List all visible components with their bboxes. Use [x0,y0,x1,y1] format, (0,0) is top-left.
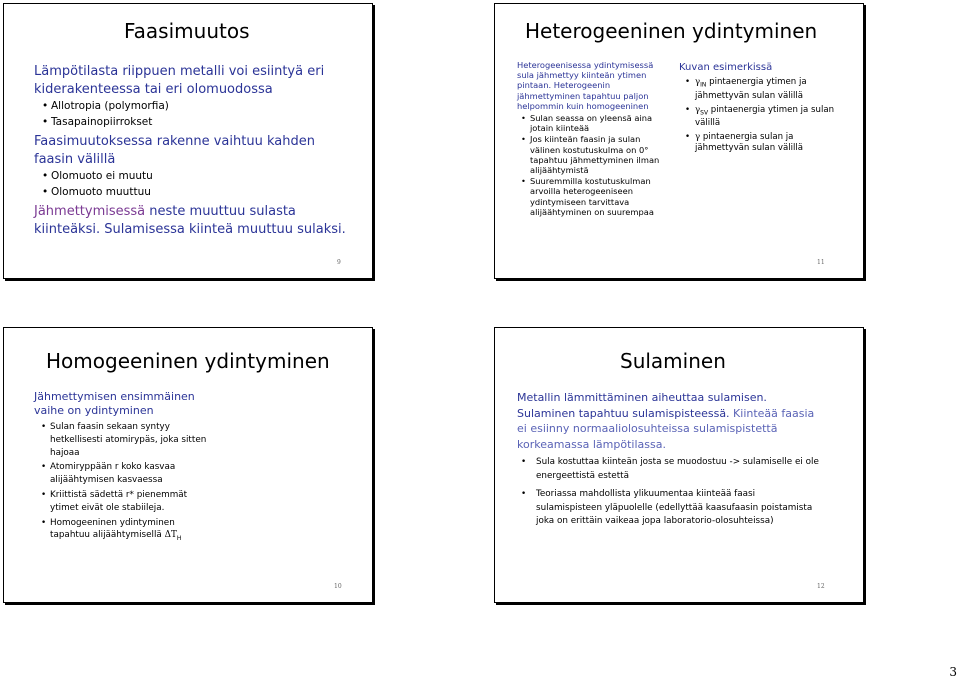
subscript: IN [700,81,707,89]
slide-number: 11 [817,259,825,266]
list-text: pintaenergia ytimen ja jähmettyvän sulan välillä [695,77,807,101]
list-item: • Sula kostuttaa kiinteän josta se muodostuu -> sulamiselle ei ole energeettistä estettä [521,456,822,483]
slide-faasimuutos [3,3,373,279]
bullet-list [41,421,214,546]
list-item: • Teoriassa mahdollista ylikuumentaa kiinteää faasi sulamispisteen yläpuolelle (edellyttää kaasufaasin poistamista joka on erittäin vaikeaa jopa laboratorio-olosuhteissa) [521,488,822,529]
slide-number: 9 [337,259,341,266]
page-number: 3 [949,665,957,679]
subscript: SV [700,109,709,117]
list-item: • Sulan seassa on yleensä aina jotain kiinteää [521,113,669,133]
slide-title: Heterogeeninen ydintyminen [525,19,818,43]
paragraph-text: Kiinteää faasia ei esiinny normaaliolosuhteissa sulamispistettä korkeamassa lämpötilassa. [517,406,815,451]
gamma-symbol: γ [695,77,701,87]
paragraph: Heterogeenisessa ydintymisessä sula jähmettyy kiinteän ytimen pintaan. Heterogeenin jähmettyminen tapahtuu paljon helpommin kuin homogeeninen [517,60,654,111]
list-item [685,77,839,102]
gamma-symbol: γ [695,132,701,143]
paragraph: Metallin lämmittäminen aiheuttaa sulamisen. [517,391,767,404]
list-item [685,105,839,130]
list-item [41,517,214,546]
heading: Kuvan esimerkissä [679,62,773,73]
slide-title: Faasimuutos [124,19,250,43]
slide-body [34,63,354,238]
paragraph [34,203,354,238]
slide-number: 12 [817,583,825,590]
delta-t-symbol: ΔT [164,530,177,541]
list-item [685,132,839,154]
list-item: • Tasapainopiirrokset [42,114,354,130]
slide-number: 10 [334,583,342,590]
list-item: • Allotropia (polymorfia) [42,98,354,114]
paragraph: Jähmettymisen ensimmäinen vaihe on ydintyminen [34,390,195,417]
slide-homogeeninen-ydintyminen [3,327,373,603]
list-item: • Olomuoto muuttuu [42,184,354,200]
paragraph-text: Sulaminen tapahtuu sulamispisteessä. [517,406,730,420]
paragraph-text: neste muuttuu sulasta kiinteäksi. Sulamisessa kiinteä muuttuu sulaksi. [34,204,346,237]
list-item: • Suuremmilla kostutuskulman arvoilla heterogeeniseen ydintymiseen tarvittava alijäähtyminen on suurempaa [521,176,669,217]
paragraph: Lämpötilasta riippuen metalli voi esiintyä eri kiderakenteessa tai eri olomuodossa [34,64,325,97]
paragraph: Faasimuutoksessa rakenne vaihtuu kahden faasin välillä [34,134,315,167]
slide-heterogeeninen-ydintyminen [494,3,864,279]
list-text: Homogeeninen ydintyminen tapahtuu alijäähtymisellä [50,517,175,541]
slide-sulaminen [494,327,864,603]
list-text: pintaenergia ytimen ja sulan välillä [695,104,835,129]
right-column [679,62,839,154]
list-item: • Atomiryppään r koko kasvaa alijäähtymisen kasvaessa [41,461,214,487]
subscript: H [176,535,182,543]
list-item: • Jos kiinteän faasin ja sulan välinen kostutuskulma on 0° tapahtuu jähmettyminen ilman alijäähtymistä [521,134,669,175]
list-text: pintaenergia sulan ja jähmettyvän sulan välillä [695,132,804,154]
highlight-term: Jähmettymisessä [34,204,146,219]
slide-title: Homogeeninen ydintyminen [46,349,330,373]
paragraph [517,406,822,453]
list-item: • Kriittistä sädettä r* pienemmät ytimet eivät ole stabiileja. [41,489,214,515]
left-column [517,60,669,217]
bullet-list [521,456,822,529]
slide-body [517,390,822,529]
slide-title: Sulaminen [620,349,726,373]
gamma-symbol: γ [695,104,701,115]
bullet-list [521,113,669,217]
list-item: • Sulan faasin sekaan syntyy hetkellisesti atomirypäs, joka sitten hajoaa [41,421,214,459]
bullet-list [42,98,354,130]
list-item: • Olomuoto ei muutu [42,168,354,184]
slide-body [34,390,214,546]
bullet-list [42,168,354,200]
bullet-list [685,77,839,154]
